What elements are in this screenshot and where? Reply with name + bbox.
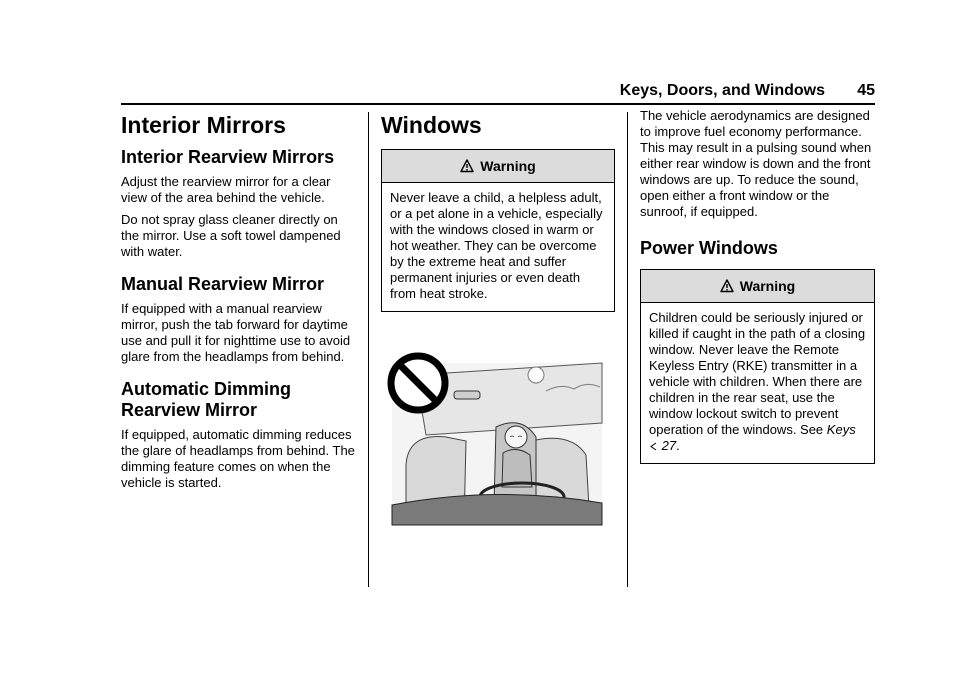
no-symbol-icon: [391, 356, 445, 410]
warning-box-power-windows: [640, 269, 875, 464]
warning-label: Warning: [739, 278, 796, 294]
paragraph-manual-mirror: If equipped with a manual rearview mirror, push the tab forward for daytime use and pull it for nighttime use to avoid glare from the headlamps from behind.: [121, 301, 351, 364]
page-number: 45: [857, 82, 875, 99]
page-header: [121, 82, 875, 105]
heading-interior-rearview-mirrors: Interior Rearview Mirrors: [121, 147, 335, 167]
heading-power-windows: Power Windows: [640, 238, 778, 258]
warning-text: Children could be seriously injured or killed if caught in the path of a closing window. Never leave the Remote Keyless Entry (RKE) transmitter in a vehicle with children. When there are children in the rear seat, use the window lockout switch to prevent operation of the windows. See: [649, 310, 866, 437]
xref-page-number[interactable]: 27: [661, 438, 677, 453]
warning-box-child-heat: [381, 149, 615, 312]
header-section-title: Keys, Doors, and Windows: [619, 82, 825, 99]
warning-label: Warning: [480, 158, 536, 174]
heading-windows: Windows: [381, 112, 482, 138]
warning-header: [641, 270, 874, 303]
warning-text: Never leave a child, a helpless adult, or a pet alone in a vehicle, especially with the windows closed in warm or hot weather. They can be overcome by the extreme heat and suffer permanent injuries or even death from heat stroke.: [390, 190, 603, 301]
warning-triangle-icon: [460, 159, 474, 173]
paragraph-rearview-adjust: Adjust the rearview mirror for a clear view of the area behind the vehicle.: [121, 174, 331, 205]
warning-header: [382, 150, 614, 183]
heading-automatic-dimming-mirror: Automatic Dimming Rearview Mirror: [121, 379, 292, 420]
column-left: [121, 108, 357, 497]
paragraph-automatic-dimming: If equipped, automatic dimming reduces the glare of headlamps from behind. The dimming feature comes on when the vehicle is started.: [121, 427, 355, 490]
warning-triangle-icon: [720, 279, 734, 293]
child-in-vehicle-illustration: [386, 345, 606, 527]
cross-reference-icon: [649, 442, 658, 451]
column-divider: [627, 112, 628, 587]
column-middle: [381, 108, 615, 312]
warning-text-power-windows: [641, 303, 874, 463]
column-right: [640, 108, 875, 464]
paragraph-aerodynamics: The vehicle aerodynamics are designed to improve fuel economy performance. This may result in a pulsing sound when either rear window is down and the front windows are up. To reduce the sound, open either a front window or the sunroof, if equipped.: [640, 108, 872, 219]
paragraph-rearview-cleaning: Do not spray glass cleaner directly on the mirror. Use a soft towel dampened with water.: [121, 212, 341, 259]
heading-manual-rearview-mirror: Manual Rearview Mirror: [121, 274, 325, 294]
xref-period: .: [676, 438, 680, 453]
heading-interior-mirrors: Interior Mirrors: [121, 112, 286, 138]
xref-keys-link[interactable]: Keys: [826, 422, 856, 437]
column-divider: [368, 112, 369, 587]
